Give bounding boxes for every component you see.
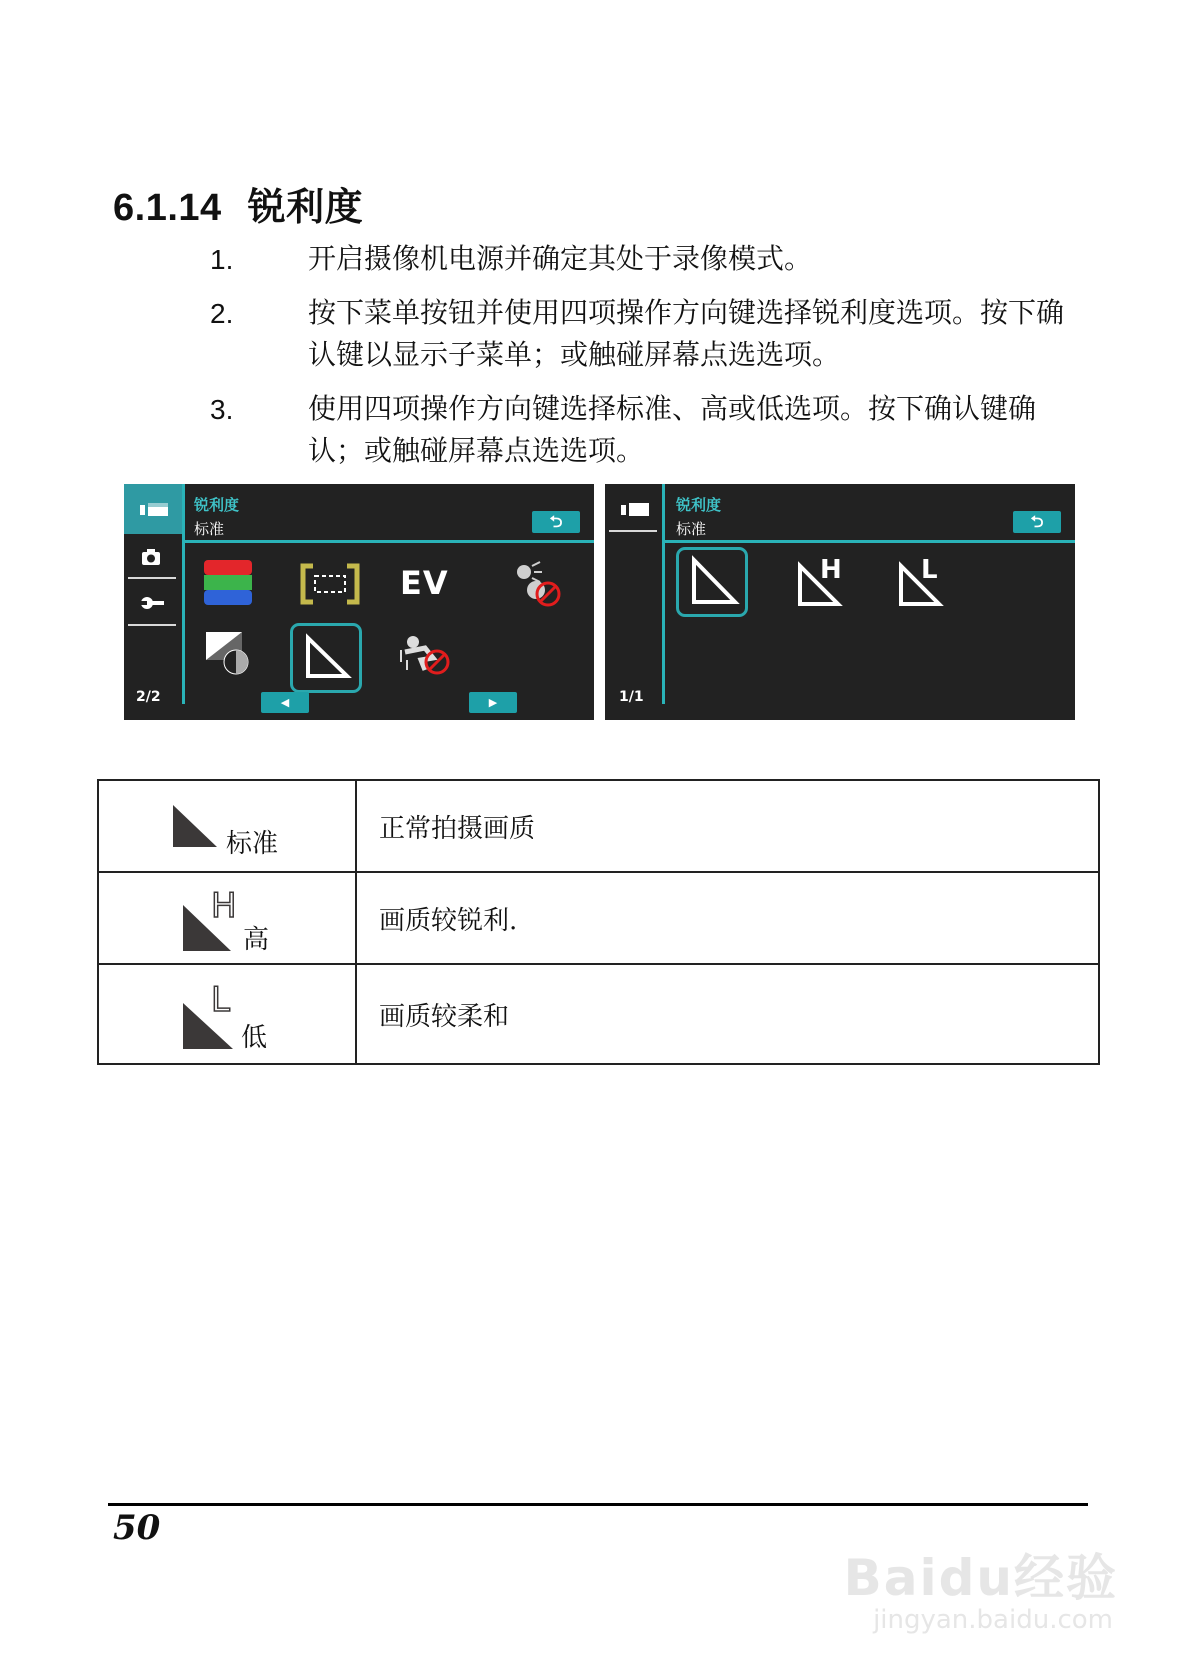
sidebar-divider [128,624,176,626]
menu-title: 锐利度 [194,496,240,514]
return-arrow-icon: ⮌ [549,512,563,531]
sidebar-tab-menu[interactable] [124,484,182,534]
menu-subtitle: 标准 [676,520,707,538]
focus-area-option[interactable] [299,562,361,610]
sidebar-tab-camera[interactable] [138,546,168,572]
sharpness-standard-icon [171,803,219,849]
sharpness-low-icon [891,552,957,612]
wrench-icon [138,592,168,616]
sharpness-high-icon [788,552,854,612]
sharpness-standard-option[interactable] [676,547,748,617]
backlight-option[interactable] [512,560,564,614]
prev-page-button[interactable] [261,692,309,713]
menu-subtitle: 标准 [194,520,225,538]
color-bars-icon [202,558,256,608]
focus-frame-icon [299,562,361,606]
camera-icon [138,546,168,568]
sharpness-high-icon [181,883,245,953]
option-l-letter: L [921,555,938,585]
step-1-text: 开启摄像机电源并确定其处于录像模式。 [308,242,813,275]
option-icon-cell [98,780,356,872]
section-title: 锐利度 [247,185,364,229]
sharpness-standard-icon [679,550,745,614]
back-button[interactable] [532,511,580,533]
stabilizer-option[interactable] [399,632,455,682]
sharpness-options-table [97,779,1100,1065]
return-arrow-icon: ⮌ [1030,512,1044,531]
ev-option-label[interactable]: EV [400,564,449,602]
panel-divider [662,484,665,704]
table-row [98,780,1099,872]
anti-shake-off-icon [399,632,455,678]
icon-h-letter: H [211,886,237,926]
menu-list-icon [605,484,660,534]
sidebar-divider [609,530,657,532]
table-row [98,964,1099,1064]
menu-list-icon [124,484,182,534]
camera-menu-screen-left [124,484,594,720]
right-arrow-icon: ▶ [488,696,498,709]
sharpness-low-option[interactable] [891,552,957,612]
option-label: 低 [241,1023,268,1053]
sharpness-low-icon [181,975,245,1051]
page-indicator: 1/1 [619,689,644,705]
color-effect-option[interactable] [202,558,256,612]
section-number: 6.1.14 [113,187,222,229]
watermark-url: jingyan.baidu.com [873,1605,1113,1635]
footer-rule [108,1503,1088,1506]
contrast-option[interactable] [202,628,256,682]
option-icon-cell [98,964,356,1064]
header-divider [662,540,1075,543]
sharpness-high-option[interactable] [788,552,854,612]
sidebar-tab-settings[interactable] [138,592,168,620]
step-3-text: 使用四项操作方向键选择标准、高或低选项。按下确认键确认；或触碰屏幕点选选项。 [308,392,1037,467]
left-arrow-icon: ◀ [280,696,290,709]
contrast-icon [202,628,256,678]
option-description: 画质较柔和 [356,964,1099,1064]
sharpness-icon [293,626,359,690]
option-label: 标准 [226,829,279,859]
watermark-logo: Baidu经验 [843,1549,1118,1607]
option-h-letter: H [820,555,842,585]
camera-menu-screen-right [605,484,1075,720]
option-icon-cell [98,872,356,964]
option-description: 正常拍摄画质 [356,780,1099,872]
step-3-number: 3. [210,394,234,425]
sidebar-tab-menu[interactable] [605,484,660,534]
back-button[interactable] [1013,511,1061,533]
table-row [98,872,1099,964]
page-indicator: 2/2 [136,689,161,705]
panel-divider [182,484,185,704]
selected-option-frame[interactable] [290,623,362,693]
step-1-number: 1. [210,244,234,275]
page-number: 50 [113,1508,161,1548]
step-2-text: 按下菜单按钮并使用四项操作方向键选择锐利度选项。按下确认键以显示子菜单；或触碰屏幕点选选项。 [308,296,1065,371]
option-label: 高 [243,925,270,955]
option-description: 画质较锐利. [356,872,1099,964]
section-heading [113,176,363,231]
next-page-button[interactable] [469,692,517,713]
backlight-off-icon [512,560,564,610]
icon-l-letter: L [211,980,230,1020]
menu-title: 锐利度 [676,496,722,514]
sidebar-divider [128,577,176,579]
step-2-number: 2. [210,298,234,329]
header-divider [182,540,594,543]
